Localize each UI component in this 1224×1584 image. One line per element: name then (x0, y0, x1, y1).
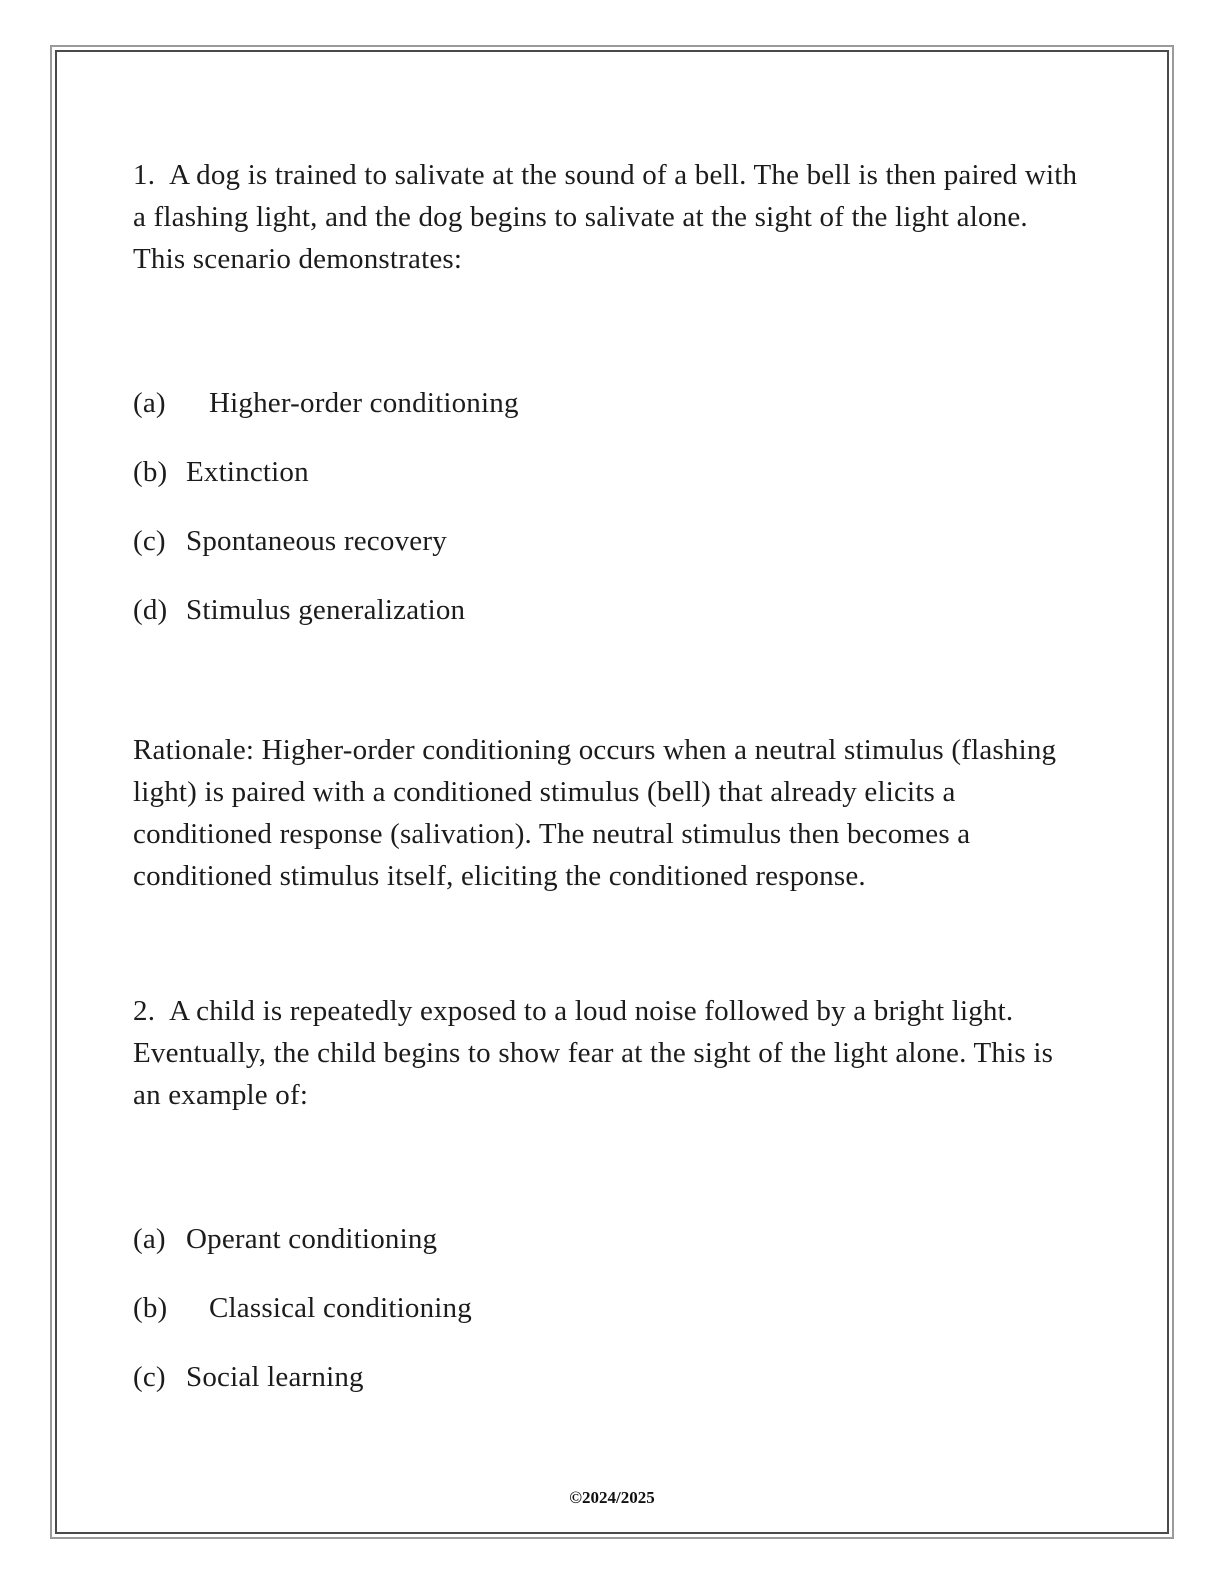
option-2b-text: Classical conditioning (209, 1291, 472, 1324)
option-1b-text: Extinction (186, 456, 309, 489)
option-2a (133, 1218, 1085, 1260)
question-1-text (133, 154, 1085, 280)
option-2b-label: (b) (133, 1291, 168, 1324)
document-body (133, 154, 1085, 1398)
page-border-outer (50, 45, 1174, 1539)
question-2 (133, 990, 1085, 1398)
option-1c-text: Spontaneous recovery (186, 525, 447, 558)
option-2a-label: (a) (133, 1222, 166, 1255)
option-2c (133, 1356, 1085, 1398)
question-1-rationale: Rationale: Higher-order conditioning occurs when a neutral stimulus (flashing light) is paired with a conditioned stimulus (bell) that already elicits a conditioned response (salivation). The neutral stimulus then becomes a conditioned stimulus itself, eliciting the conditioned response. (133, 734, 1057, 893)
option-1a-text: Higher-order conditioning (209, 387, 519, 420)
option-1d-label: (d) (133, 594, 168, 627)
question-1-options (133, 382, 1085, 631)
option-1a-label: (a) (133, 387, 166, 420)
option-1d (133, 589, 1085, 631)
option-1b-label: (b) (133, 456, 168, 489)
copyright-footer: ©2024/2025 (569, 1488, 655, 1507)
question-2-options (133, 1218, 1085, 1398)
question-2-stem: A child is repeatedly exposed to a loud noise followed by a bright light. Eventually, the child begins to show fear at the sight of the light alone. This is an example of: (133, 994, 1054, 1111)
question-1 (133, 154, 1085, 898)
option-1a (133, 382, 1085, 424)
option-2b (133, 1287, 1085, 1329)
page-border-inner (55, 50, 1169, 1534)
question-1-stem: A dog is trained to salivate at the sound of a bell. The bell is then paired with a flashing light, and the dog begins to salivate at the sight of the light alone. This scenario demonstrates: (133, 159, 1078, 276)
question-1-number: 1. (133, 159, 156, 191)
question-2-number: 2. (133, 994, 156, 1027)
option-1b (133, 451, 1085, 493)
option-1d-text: Stimulus generalization (186, 594, 466, 627)
option-1c-label: (c) (133, 525, 166, 558)
question-2-text (133, 990, 1085, 1116)
option-1c (133, 520, 1085, 562)
option-2c-label: (c) (133, 1360, 166, 1393)
option-2c-text: Social learning (186, 1360, 364, 1393)
option-2a-text: Operant conditioning (186, 1222, 438, 1255)
